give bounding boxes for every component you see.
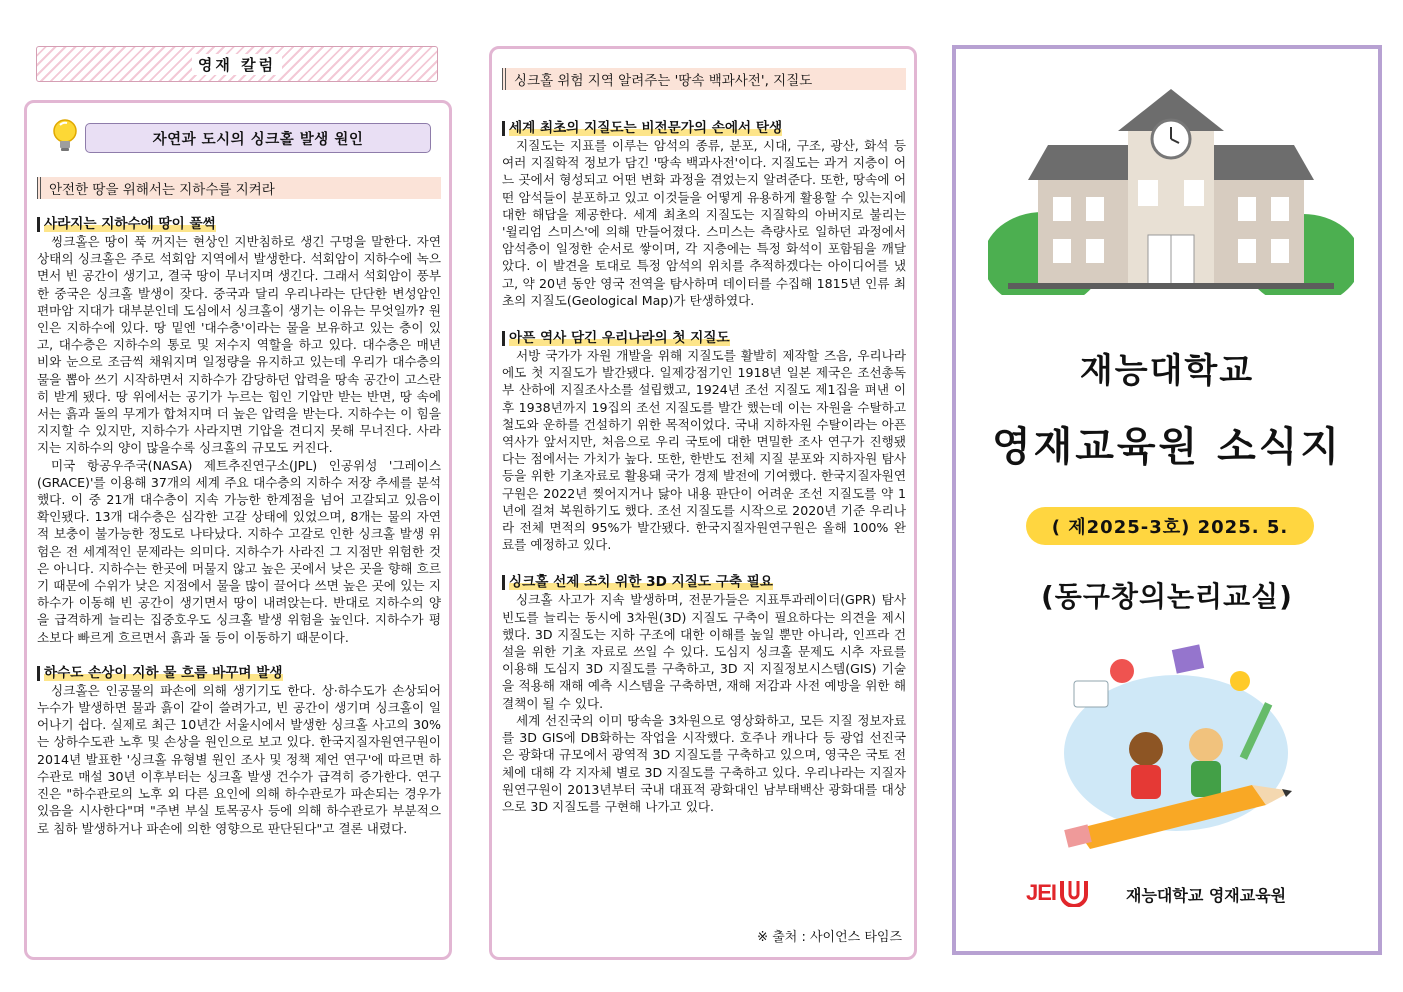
middle-article-panel bbox=[489, 46, 917, 960]
paragraph: 싱크홀 사고가 지속 발생하며, 전문가들은 지표투과레이더(GPR) 탐사 빈도를 늘리는 동시에 3차원(3D) 지질도 구축이 필요하다는 의견을 제시했다. 3D 지질도는 지하 구조에 대한 이해를 높일 뿐만 아니라, 인프라 건설을 위한 기초 자료로 쓰일 수 있다. 도심지 싱크홀 문제도 시추 자료를 이용해 도심지 3D 지질도를 구축하고, 3D 지 지질정보시스템(GIS) 기술을 적용해 재해 예측 시스템을 구축하면, 재해 저감과 사전 예방을 위한 해결책이 될 수 있다. bbox=[502, 592, 906, 711]
cover-title-school: 재능대학교 bbox=[1079, 351, 1255, 391]
paragraph: 씽크홀은 땅이 푹 꺼지는 현상인 지반침하로 생긴 구멍을 말한다. 자연 상태의 싱크홀은 주로 석회암 지역에서 발생한다. 석회암이 지하수에 녹으면서 빈 공간이 생기고, 결국 땅이 무너지며 생긴다. 그래서 석회암이 풍부한 중국은 싱크홀 발생이 잦다. 중국과 달리 우리나라는 단단한 변성암인 편마암 지대가 대부분인데 도심에서 싱크홀이 생기는 이유는 무엇일까? 원인은 지하수에 있다. 땅 밑엔 '대수층'이라는 물을 보유하고 있는 층이 있고, 대수층은 지하수의 통로 및 저수지 역할을 하고 있다. 대수층은 매년 비와 눈으로 조금씩 채워지며 일정량을 유지하고 있는데 우리가 대수층의 물을 뽑아 쓰기 시작하면서 지하수가 감당하던 압력을 땅속 공간이 고스란히 받게 됐다. 땅 위에서는 공기가 누르는 힘인 기압만 받는 반면, 땅 속에서는 흙과 돌의 무게가 합쳐지며 더 높은 압력을 받는다. 지하수는 이 힘을 지지할 수 있지만, 지하수가 사라지면 기압을 견디지 못해 무너진다. 사라지는 지하수의 양이 많을수록 싱크홀의 규모도 커진다. bbox=[37, 234, 441, 456]
paragraph: 지질도는 지표를 이루는 암석의 종류, 분포, 시대, 구조, 광산, 화석 등 여러 지질학적 정보가 담긴 '땅속 백과사전'이다. 지질도는 과거 지층이 어느 곳에서 형성되고 어떤 변화 과정을 겪었는지 알려준다. 또한, 땅속에 어떤 암석들이 분포하고 있고 이것들을 어떻게 유용하게 활용할 수 있는지에 대한 해답을 제공한다. 세계 최초의 지질도는 지질학의 아버지로 불리는 '윌리엄 스미스'에 의해 만들어졌다. 스미스는 측량사로 일하던 과정에서 암석층이 일정한 순서로 쌓이며, 각 지층에는 특정 화석이 포함됨을 깨달았다. 이 발견을 토대로 특정 암석의 위치를 추적하겠다는 아이디어를 냈고, 약 20년 동안 영국 전역을 탐사하며 데이터를 수집해 1815년 인류 최초의 지질도(Geological Map)가 탄생하였다. bbox=[502, 138, 906, 308]
section-heading: 싱크홀 선제 조치 위한 3D 지질도 구축 필요 bbox=[502, 575, 906, 590]
logo-mark-icon bbox=[1059, 879, 1089, 907]
children-on-pencil-illustration bbox=[1056, 641, 1296, 853]
school-building-illustration bbox=[988, 85, 1354, 295]
left-article-panel bbox=[24, 100, 452, 960]
section-bar: 싱크홀 위험 지역 알려주는 '땅속 백과사전', 지질도 bbox=[502, 68, 906, 90]
paragraph: 세계 선진국의 이미 땅속을 3차원으로 영상화하고, 모든 지질 정보자료를 3D GIS에 DB화하는 작업을 시작했다. 호주나 캐나다 등 광업 선진국은 광화대 규모에서 광역적 3D 지질도를 구축하고 있으며, 영국은 국토 전체에 대해 각 지자체 별로 3D 지질도를 구축하고 있다. 우리나라는 지질자원연구원이 2013년부터 국내 대표적 광화대인 남부태백산 광화대를 대상으로 3D 지질도를 구현해 나가고 있다. bbox=[502, 712, 906, 814]
section-heading: 아픈 역사 담긴 우리나라의 첫 지질도 bbox=[502, 331, 906, 346]
source-note: ※ 출처 : 사이언스 타임즈 bbox=[757, 930, 902, 945]
section-heading: 사라지는 지하수에 땅이 풀썩 bbox=[37, 217, 441, 232]
class-name: (동구창의논리교실) bbox=[1041, 580, 1293, 613]
section-bar: 안전한 땅을 위해서는 지하수를 지켜라 bbox=[37, 177, 441, 199]
section-heading: 하수도 손상이 지하 물 흐름 바꾸며 발생 bbox=[37, 666, 441, 681]
article-title: 자연과 도시의 싱크홀 발생 원인 bbox=[152, 131, 364, 148]
issue-badge: ( 제2025-3호) 2025. 5. bbox=[1026, 507, 1314, 545]
cover-title-newsletter: 영재교육원 소식지 bbox=[991, 424, 1343, 470]
column-header bbox=[36, 46, 438, 82]
paragraph: 싱크홀은 인공물의 파손에 의해 생기기도 한다. 상·하수도가 손상되어 누수가 발생하면 물과 흙이 같이 쓸려가고, 빈 공간이 생기며 싱크홀이 일어나기 쉽다. 실제로 최근 10년간 서울시에서 발생한 싱크홀 사고의 30%는 상하수도관 노후 및 손상을 원인으로 보고 있다. 한국지질자원연구원이 2014년 발표한 '싱크홀 유형별 원인 조사 및 정책 제언 연구'에 따르면 하수관로 매설 30년 이후부터는 싱크홀 발생 건수가 급격히 증가한다. 연구진은 "하수관로의 노후 외 다른 요인에 의해 하수관로가 파손되는 경우가 있음을 시사한다"며 "주변 부실 토목공사 등에 의해 하수관로가 부분적으로 침하 발생하거나 파손에 의한 영향으로 판단된다"고 결론 내렸다. bbox=[37, 682, 441, 836]
article-title-box bbox=[85, 123, 431, 153]
lightbulb-icon bbox=[49, 117, 81, 155]
article-body bbox=[37, 217, 441, 837]
article-body bbox=[502, 121, 906, 815]
column-header-label: 영재 칼럼 bbox=[192, 54, 282, 75]
organization-name: 재능대학교 영재교육원 bbox=[1126, 886, 1287, 905]
logo-text: JEI bbox=[1026, 880, 1057, 905]
section-heading: 세계 최초의 지질도는 비전문가의 손에서 탄생 bbox=[502, 121, 906, 136]
newsletter-cover bbox=[952, 45, 1382, 955]
jei-logo bbox=[1026, 877, 1089, 909]
paragraph: 서방 국가가 자원 개발을 위해 지질도를 활발히 제작할 즈음, 우리나라에도 첫 지질도가 발간됐다. 일제강점기인 1918년 일본 제국은 조선총독부 산하에 지질조사소를 설립했고, 1924년 조선 지질도 제1집을 펴낸 이후 1938년까지 19집의 조선 지질도를 발간 했는데 이는 자원을 수탈하고 철도와 운하를 건설하기 위한 목적이었다. 국내 지하자원 수탈이라는 아픈 역사가 앞서지만, 처음으로 우리 국토에 대한 면밀한 조사 연구가 진행됐다는 점에서는 가치가 높다. 또한, 한반도 전체 지질 분포와 지하자원 탐사 등을 위한 기초자료로 활용돼 국가 경제 발전에 기여했다. 한국지질자원연구원은 2022년 찢어지거나 닳아 내용 판단이 어려운 조선 지질도를 약 1년에 걸쳐 복원하기도 했다. 조선 지질도를 시작으로 2020년 기준 우리나라 전체 면적의 95%가 발간됐다. 한국지질자원연구원은 올해 100% 완료를 예정하고 있다. bbox=[502, 348, 906, 553]
paragraph: 미국 항공우주국(NASA) 제트추진연구소(JPL) 인공위성 '그레이스(GRACE)'를 이용해 37개의 세계 주요 대수층의 지하수 저장 추세를 분석했다. 이 중 21개 대수층이 지속 가능한 한계점을 넘어 고갈되고 있음이 확인됐다. 13개 대수층은 심각한 고갈 상태에 있었으며, 8개는 물의 자연적 보충이 불가능한 정도로 나타났다. 지하수 고갈로 인한 싱크홀 발생 위험은 전 세계적인 문제라는 의미다. 지하수가 사라진 그 지점만 위험한 것은 아니다. 지하수는 한곳에 머물지 않고 높은 곳에서 낮은 곳을 향해 흐르기 때문에 수위가 낮은 지점에서 물을 많이 끌어다 쓰면 높은 곳에 있는 지하수가 이동해 빈 공간이 생기면서 땅이 내려앉는다. 반대로 지하수의 양을 급격하게 늘리는 집중호우도 싱크홀 발생 위험을 높인다. 지하수가 평소보다 빠르게 흐르면서 흙과 돌 등이 이동하기 때문이다. bbox=[37, 457, 441, 645]
